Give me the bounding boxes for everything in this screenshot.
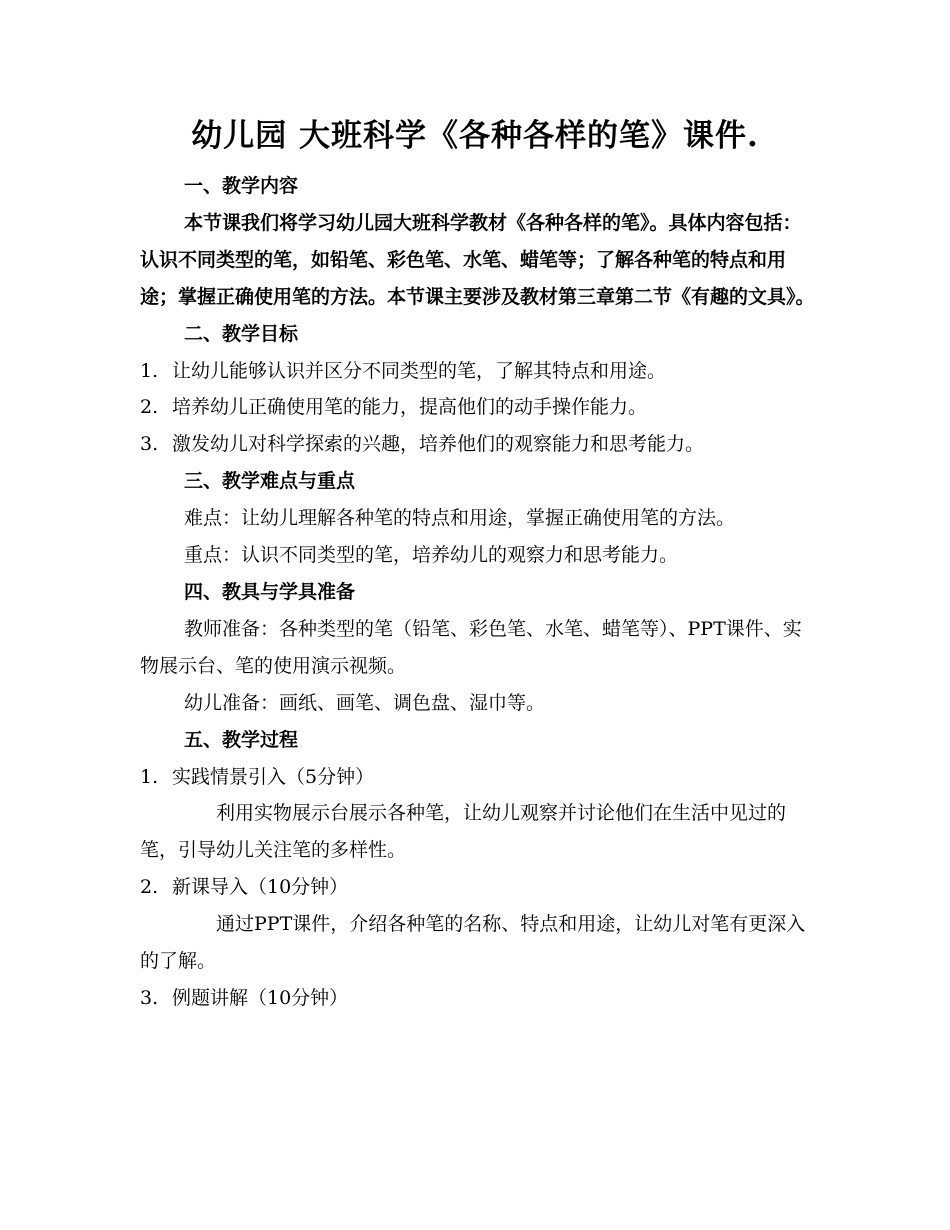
section-heading-objectives: 二、教学目标 <box>184 322 299 345</box>
objective-item <box>140 353 820 390</box>
document-title: 幼儿园 大班科学《各种各样的笔》课件. <box>191 118 759 154</box>
child-materials-paragraph: 幼儿准备：画纸、画笔、调色盘、湿巾等。 <box>184 691 546 714</box>
section-heading-content: 一、教学内容 <box>184 175 299 197</box>
process-step-title <box>140 980 820 1017</box>
step-title: 新课导入（10分钟） <box>172 876 349 899</box>
content-paragraph: 本节课我们将学习幼儿园大班科学教材《各种各样的笔》。具体内容包括：认识不同类型的笔，如铅笔、彩色笔、水笔、蜡笔等；了解各种笔的特点和用途；掌握正确使用笔的方法。本节课主要涉及教材第三章第二节《有趣的文具》。 <box>140 211 815 308</box>
section-heading-process: 五、教学过程 <box>184 728 299 751</box>
objective-number: 1. <box>140 359 159 382</box>
process-step-text: 通过PPT课件，介绍各种笔的名称、特点和用途，让幼儿对笔有更深入的了解。 <box>140 913 806 973</box>
teacher-materials-paragraph: 教师准备：各种类型的笔（铅笔、彩色笔、水笔、蜡笔等）、PPT课件、实物展示台、笔的使用演示视频。 <box>140 617 802 677</box>
objective-number: 3. <box>140 433 159 456</box>
key-point-line: 重点：认识不同类型的笔，培养幼儿的观察力和思考能力。 <box>184 544 679 567</box>
objective-item <box>140 426 820 463</box>
step-number: 2. <box>140 876 159 899</box>
step-number: 3. <box>140 986 159 1009</box>
objective-text: 激发幼儿对科学探索的兴趣，培养他们的观察能力和思考能力。 <box>172 433 705 456</box>
objective-text: 培养幼儿正确使用笔的能力，提高他们的动手操作能力。 <box>172 396 648 419</box>
objective-item <box>140 389 820 426</box>
step-title: 实践情景引入（5分钟） <box>172 765 375 788</box>
section-heading-key-points: 三、教学难点与重点 <box>184 470 356 493</box>
process-step-title <box>140 759 820 796</box>
process-step-text: 利用实物展示台展示各种笔，让幼儿观察并讨论他们在生活中见过的笔，引导幼儿关注笔的多样性。 <box>140 802 787 862</box>
section-heading-materials: 四、教具与学具准备 <box>184 580 356 603</box>
process-step-title <box>140 869 820 906</box>
objective-number: 2. <box>140 396 159 419</box>
difficulty-line: 难点：让幼儿理解各种笔的特点和用途，掌握正确使用笔的方法。 <box>184 507 736 530</box>
step-number: 1. <box>140 765 159 788</box>
document-body <box>140 168 820 1017</box>
objective-text: 让幼儿能够认识并区分不同类型的笔，了解其特点和用途。 <box>172 359 667 382</box>
step-title: 例题讲解（10分钟） <box>172 986 349 1009</box>
